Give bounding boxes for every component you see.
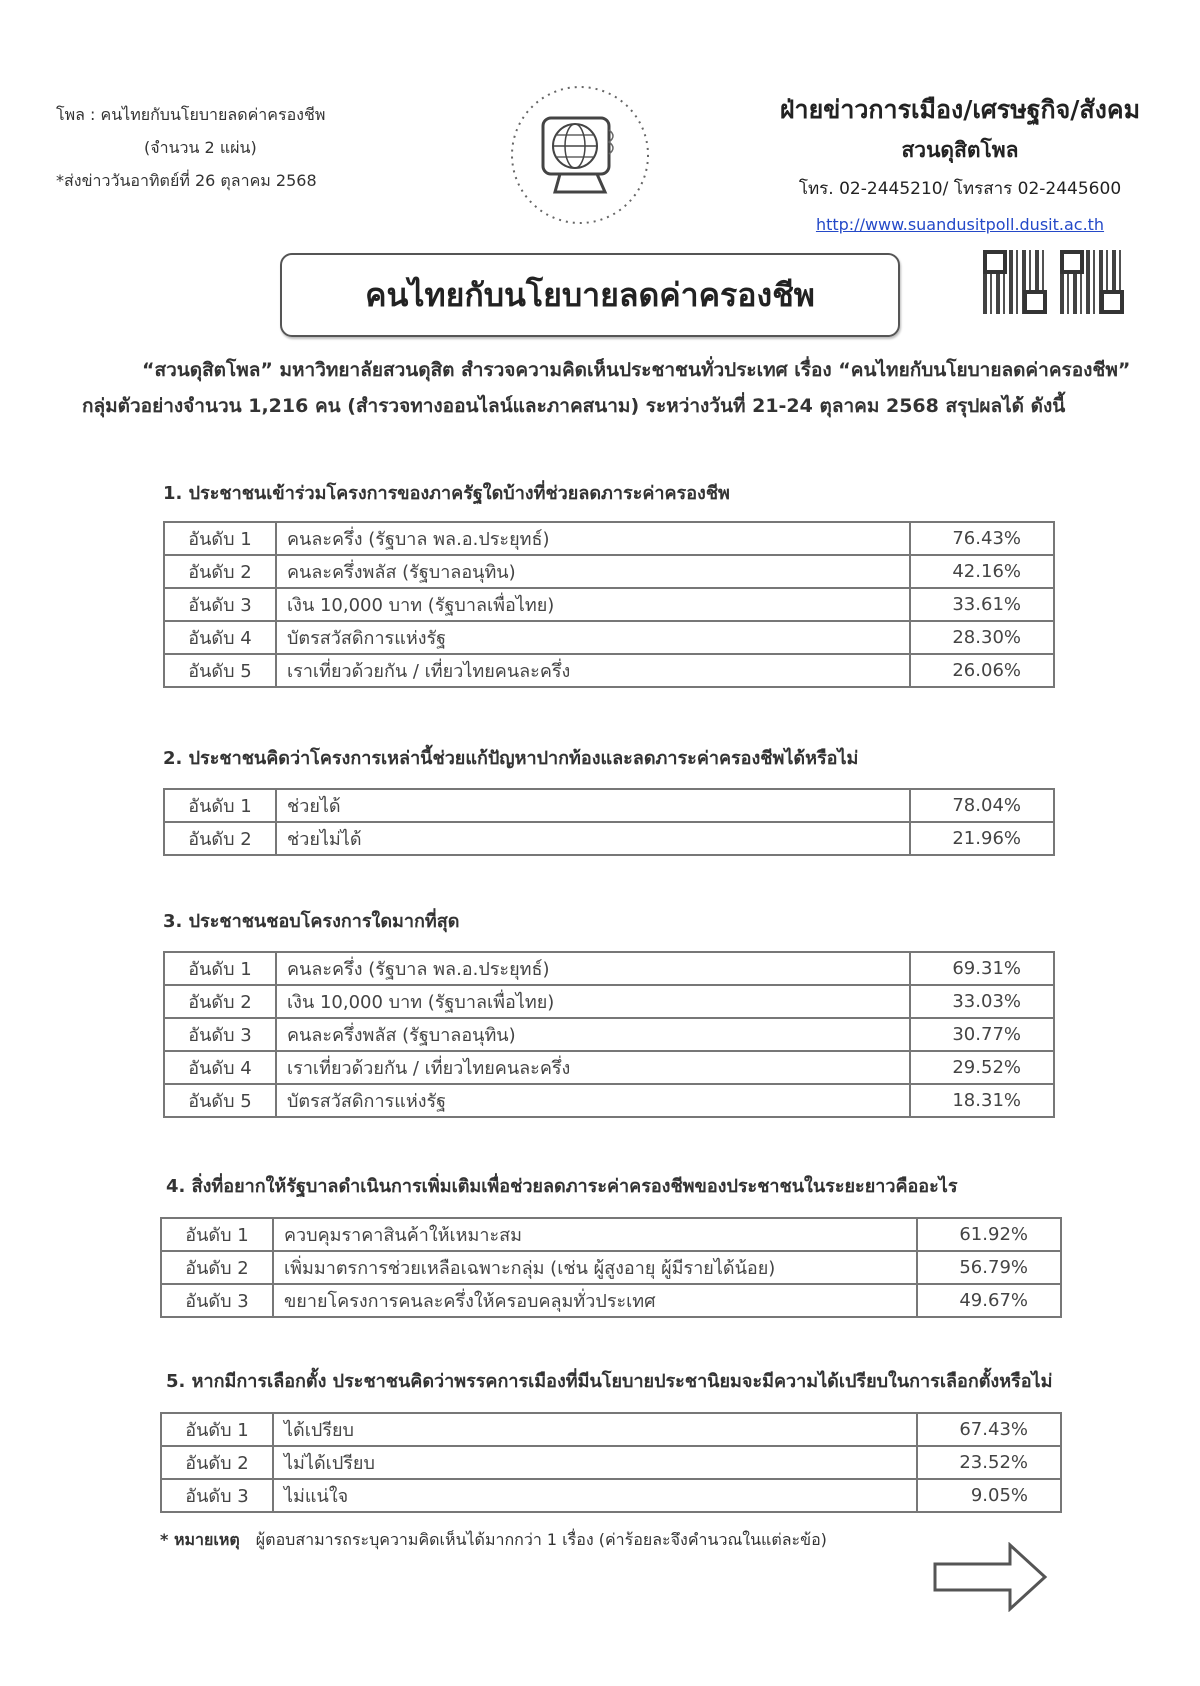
department: ฝ่ายข่าวการเมือง/เศรษฐกิจ/สังคม bbox=[779, 95, 1141, 124]
results-table bbox=[160, 1412, 1062, 1513]
results-table bbox=[160, 1217, 1062, 1318]
footnote-label: * หมายเหตุ bbox=[160, 1530, 240, 1549]
percent-cell: 33.03% bbox=[910, 985, 1054, 1018]
rank-cell: อันดับ 4 bbox=[164, 1051, 276, 1084]
table-row bbox=[164, 654, 1054, 687]
rank-cell: อันดับ 2 bbox=[164, 985, 276, 1018]
rank-cell: อันดับ 1 bbox=[164, 789, 276, 822]
percent-cell: 69.31% bbox=[910, 952, 1054, 985]
rank-cell: อันดับ 3 bbox=[161, 1284, 273, 1317]
question-heading: 2. ประชาชนคิดว่าโครงการเหล่านี้ช่วยแก้ปัญหาปากท้องและลดภาระค่าครองชีพได้หรือไม่ bbox=[163, 748, 859, 769]
percent-cell: 76.43% bbox=[910, 522, 1054, 555]
suan-dusit-logo-icon bbox=[505, 80, 655, 230]
results-table bbox=[163, 951, 1055, 1118]
intro-paragraph: “สวนดุสิตโพล” มหาวิทยาลัยสวนดุสิต สำรวจความคิดเห็นประชาชนทั่วประเทศ เรื่อง “คนไทยกับนโยบายลดค่าครองชีพ” กลุ่มตัวอย่างจำนวน 1,216 คน (สำรวจทางออนไลน์และภาคสนาม) ระหว่างวันที่ 21-24 ตุลาคม 2568 สรุปผลได้ ดังนี้ bbox=[82, 359, 1131, 417]
rank-cell: อันดับ 2 bbox=[164, 822, 276, 855]
page-count: (จำนวน 2 แผ่น) bbox=[144, 138, 257, 157]
item-cell: เราเที่ยวด้วยกัน / เที่ยวไทยคนละครึ่ง bbox=[276, 654, 910, 687]
table-row bbox=[164, 789, 1054, 822]
percent-cell: 56.79% bbox=[917, 1251, 1061, 1284]
item-cell: ไม่แน่ใจ bbox=[273, 1479, 917, 1512]
item-cell: เงิน 10,000 บาท (รัฐบาลเพื่อไทย) bbox=[276, 588, 910, 621]
rank-cell: อันดับ 3 bbox=[164, 588, 276, 621]
results-table bbox=[163, 788, 1055, 856]
percent-cell: 23.52% bbox=[917, 1446, 1061, 1479]
percent-cell: 30.77% bbox=[910, 1018, 1054, 1051]
rank-cell: อันดับ 2 bbox=[164, 555, 276, 588]
rank-cell: อันดับ 2 bbox=[161, 1251, 273, 1284]
percent-cell: 49.67% bbox=[917, 1284, 1061, 1317]
footnote-text: ผู้ตอบสามารถระบุความคิดเห็นได้มากกว่า 1 เรื่อง (ค่าร้อยละจึงคำนวณในแต่ละข้อ) bbox=[255, 1530, 827, 1549]
rank-cell: อันดับ 1 bbox=[161, 1413, 273, 1446]
percent-cell: 29.52% bbox=[910, 1051, 1054, 1084]
table-row bbox=[164, 1018, 1054, 1051]
header-right bbox=[760, 90, 1160, 242]
table-row bbox=[164, 522, 1054, 555]
percent-cell: 26.06% bbox=[910, 654, 1054, 687]
rank-cell: อันดับ 2 bbox=[161, 1446, 273, 1479]
percent-cell: 78.04% bbox=[910, 789, 1054, 822]
table-row bbox=[164, 621, 1054, 654]
item-cell: เงิน 10,000 บาท (รัฐบาลเพื่อไทย) bbox=[276, 985, 910, 1018]
qr-code-icon[interactable] bbox=[1060, 250, 1124, 314]
page-title: คนไทยกับนโยบายลดค่าครองชีพ bbox=[280, 253, 900, 337]
rank-cell: อันดับ 1 bbox=[161, 1218, 273, 1251]
percent-cell: 42.16% bbox=[910, 555, 1054, 588]
arrow-right-icon[interactable] bbox=[932, 1542, 1048, 1612]
contact-numbers: โทร. 02-2445210/ โทรสาร 02-2445600 bbox=[798, 179, 1122, 199]
header-left bbox=[56, 98, 325, 197]
item-cell: ช่วยไม่ได้ bbox=[276, 822, 910, 855]
table-row bbox=[164, 952, 1054, 985]
table-row bbox=[161, 1284, 1061, 1317]
rank-cell: อันดับ 4 bbox=[164, 621, 276, 654]
results-table bbox=[163, 521, 1055, 688]
item-cell: ช่วยได้ bbox=[276, 789, 910, 822]
rank-cell: อันดับ 5 bbox=[164, 654, 276, 687]
percent-cell: 33.61% bbox=[910, 588, 1054, 621]
question-heading: 5. หากมีการเลือกตั้ง ประชาชนคิดว่าพรรคการเมืองที่มีนโยบายประชานิยมจะมีความได้เปรียบในการเลือกตั้งหรือไม่ bbox=[166, 1371, 1053, 1392]
item-cell: คนละครึ่งพลัส (รัฐบาลอนุทิน) bbox=[276, 555, 910, 588]
percent-cell: 61.92% bbox=[917, 1218, 1061, 1251]
item-cell: คนละครึ่ง (รัฐบาล พล.อ.ประยุทธ์) bbox=[276, 952, 910, 985]
question-heading: 3. ประชาชนชอบโครงการใดมากที่สุด bbox=[163, 911, 460, 932]
poll-name: โพล : คนไทยกับนโยบายลดค่าครองชีพ bbox=[56, 105, 326, 124]
table-row bbox=[161, 1446, 1061, 1479]
table-row bbox=[164, 1084, 1054, 1117]
table-row bbox=[161, 1218, 1061, 1251]
rank-cell: อันดับ 1 bbox=[164, 952, 276, 985]
org-name: สวนดุสิตโพล bbox=[901, 138, 1019, 162]
table-row bbox=[161, 1479, 1061, 1512]
item-cell: ควบคุมราคาสินค้าให้เหมาะสม bbox=[273, 1218, 917, 1251]
qr-code-icon[interactable] bbox=[983, 250, 1047, 314]
item-cell: ไม่ได้เปรียบ bbox=[273, 1446, 917, 1479]
table-row bbox=[161, 1251, 1061, 1284]
rank-cell: อันดับ 1 bbox=[164, 522, 276, 555]
percent-cell: 28.30% bbox=[910, 621, 1054, 654]
table-row bbox=[164, 822, 1054, 855]
table-row bbox=[164, 985, 1054, 1018]
item-cell: ขยายโครงการคนละครึ่งให้ครอบคลุมทั่วประเทศ bbox=[273, 1284, 917, 1317]
item-cell: คนละครึ่งพลัส (รัฐบาลอนุทิน) bbox=[276, 1018, 910, 1051]
percent-cell: 18.31% bbox=[910, 1084, 1054, 1117]
release-date: *ส่งข่าววันอาทิตย์ที่ 26 ตุลาคม 2568 bbox=[56, 171, 317, 190]
table-row bbox=[161, 1413, 1061, 1446]
table-row bbox=[164, 555, 1054, 588]
rank-cell: อันดับ 5 bbox=[164, 1084, 276, 1117]
question-heading: 4. สิ่งที่อยากให้รัฐบาลดำเนินการเพิ่มเติมเพื่อช่วยลดภาระค่าครองชีพของประชาชนในระยะยาวคืออะไร bbox=[166, 1176, 958, 1197]
item-cell: เพิ่มมาตรการช่วยเหลือเฉพาะกลุ่ม (เช่น ผู้สูงอายุ ผู้มีรายได้น้อย) bbox=[273, 1251, 917, 1284]
table-row bbox=[164, 1051, 1054, 1084]
rank-cell: อันดับ 3 bbox=[164, 1018, 276, 1051]
rank-cell: อันดับ 3 bbox=[161, 1479, 273, 1512]
item-cell: บัตรสวัสดิการแห่งรัฐ bbox=[276, 1084, 910, 1117]
percent-cell: 21.96% bbox=[910, 822, 1054, 855]
item-cell: เราเที่ยวด้วยกัน / เที่ยวไทยคนละครึ่ง bbox=[276, 1051, 910, 1084]
item-cell: ได้เปรียบ bbox=[273, 1413, 917, 1446]
percent-cell: 9.05% bbox=[917, 1479, 1061, 1512]
website-link[interactable]: http://www.suandusitpoll.dusit.ac.th bbox=[815, 215, 1105, 234]
question-heading: 1. ประชาชนเข้าร่วมโครงการของภาครัฐใดบ้างที่ช่วยลดภาระค่าครองชีพ bbox=[163, 483, 730, 504]
percent-cell: 67.43% bbox=[917, 1413, 1061, 1446]
table-row bbox=[164, 588, 1054, 621]
footnote bbox=[160, 1528, 827, 1553]
item-cell: คนละครึ่ง (รัฐบาล พล.อ.ประยุทธ์) bbox=[276, 522, 910, 555]
item-cell: บัตรสวัสดิการแห่งรัฐ bbox=[276, 621, 910, 654]
